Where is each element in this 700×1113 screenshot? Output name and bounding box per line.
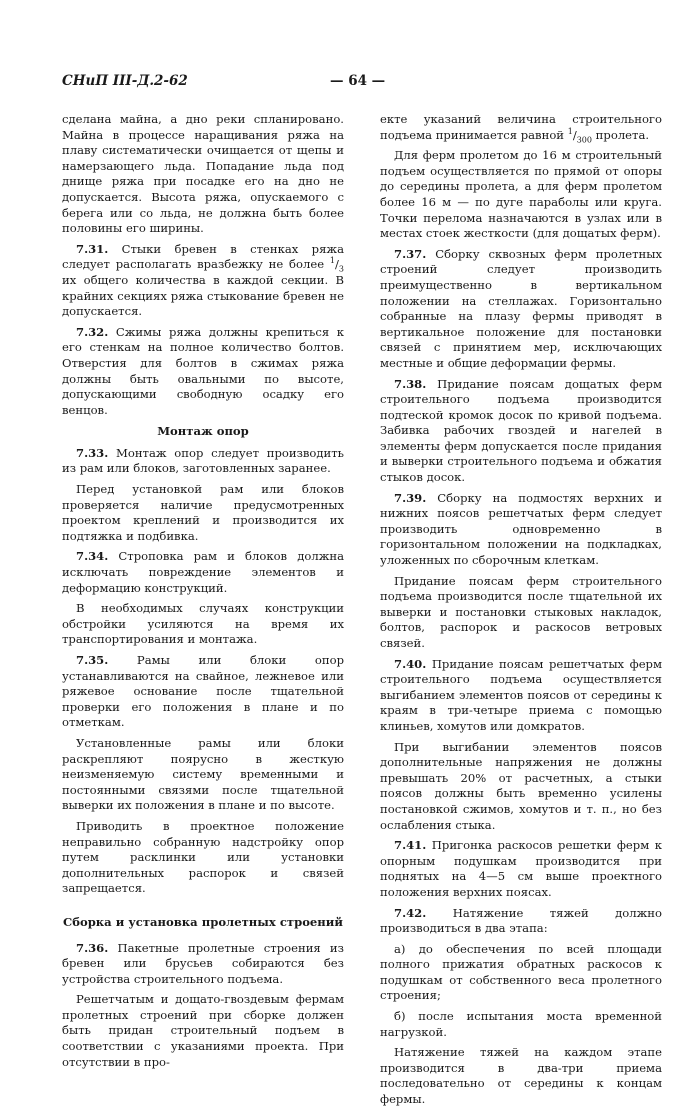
document-code: СНиП III-Д.2-62	[62, 73, 188, 89]
clause-7-35: 7.35. Рамы или блоки опор устанавливаются на свайное, лежневое или ряжевое основание после тщательной проверки его положения в плане и по отметкам.	[62, 653, 344, 730]
paragraph: Перед установкой рам или блоков проверяется наличие предусмотренных проектом креплений и производится их подтяжка и подбивка.	[62, 482, 344, 543]
clause-7-33: 7.33. Монтаж опор следует производить из рам или блоков, заготовленных заранее.	[62, 445, 344, 476]
paragraph: Установленные рамы или блоки раскрепляют поярусно в жесткую неизменяемую систему временными и постоянными связями после тщательной выверки их положения в плане и по высоте.	[62, 735, 344, 813]
left-column	[62, 112, 344, 1075]
clause-7-36: 7.36. Пакетные пролетные строения из бревен или брусьев собираются без устройства строительного подъема.	[62, 940, 344, 986]
paragraph: В необходимых случаях конструкции обстройки усиляются на время их транспортирования и монтажа.	[62, 601, 344, 647]
paragraph: Приводить в проектное положение неправильно собранную надстройку опор путем расклинки или установки дополнительных распорок и связей запрещается.	[62, 818, 344, 896]
paragraph: При выгибании элементов поясов дополнительные напряжения не должны превышать 20% от расчетных, а стыки поясов должны быть временно усилены постановкой сжимов, хомутов и т. п., но без ослабления стыка.	[380, 739, 662, 832]
paragraph: Для ферм пролетом до 16 м строительный подъем осуществляется по прямой от опоры до середины пролета, а для ферм пролетом более 16 м — по дуге параболы или круга. Точки перелома назначаются в узлах или в местах стоек жесткости (для дощатых ферм).	[380, 148, 662, 241]
clause-7-37: 7.37. Сборку сквозных ферм пролетных строений следует производить преимущественно в вертикальном положении на стеллажах. Горизонтально собранные на плазу фермы приводят в вертикальное положение для постановки связей с принятием мер, исключающих местные и общие деформации фермы.	[380, 246, 662, 370]
section-heading-spans: Сборка и установка пролетных строений	[63, 914, 343, 929]
clause-7-32: 7.32. Сжимы ряжа должны крепиться к его стенкам на полное количество болтов. Отверстия для болтов в сжимах ряжа должны быть овальными по высоте, допускающими свободную осадку его венцов.	[62, 324, 344, 417]
clause-7-34: 7.34. Строповка рам и блоков должна исключать повреждение элементов и деформацию конструкций.	[62, 549, 344, 595]
paragraph: Решетчатым и дощато-гвоздевым фермам пролетных строений при сборке должен быть придан строительный подъем в соответствии с указаниями проекта. При отсутствии в про-	[62, 992, 344, 1069]
page-number: — 64 —	[330, 73, 386, 89]
clause-7-42: 7.42. Натяжение тяжей должно производиться в два этапа:	[380, 905, 662, 936]
list-item: а) до обеспечения по всей площади полного прижатия обратных раскосов к подушкам от собственного веса пролетного строения;	[380, 941, 662, 1003]
paragraph: Натяжение тяжей на каждом этапе производится в два-три приема последовательно от середины к концам фермы.	[380, 1045, 662, 1107]
clause-7-38: 7.38. Придание поясам дощатых ферм строительного подъема производится подтеской кромок досок по кривой подъема. Забивка рабочих гвоздей и нагелей в элементы ферм допускается после придания и выверки строительного подъема и обжатия стыков досок.	[380, 376, 662, 485]
paragraph: сделана майна, а дно реки спланировано. Майна в процессе наращивания ряжа на плаву систематически очищается от щепы и намерзающего льда. Попадание льда под днище ряжа при посадке его на дно не допускается. Высота ряжа, опускаемого с берега или со льда, не должна быть более половины его ширины.	[62, 112, 344, 236]
page-header	[62, 73, 660, 93]
section-heading-supports: Монтаж опор	[157, 424, 249, 439]
list-item: б) после испытания моста временной нагрузкой.	[380, 1009, 662, 1039]
fraction-one-three-hundredth: $^1/_{300}$	[567, 126, 592, 144]
clause-7-31: 7.31. Стыки бревен в стенках ряжа следует располагать вразбежку не более $^1/_3$ их общего количества в каждой секции. В крайних секциях ряжа стыкование бревен не допускается.	[62, 241, 344, 319]
paragraph: Придание поясам ферм строительного подъема производится после тщательной их выверки и постановки стыковых накладок, болтов, распорок и раскосов ветровых связей.	[380, 573, 662, 650]
clause-7-41: 7.41. Пригонка раскосов решетки ферм к опорным подушкам производится при поднятых на 4—5 см выше проектного положения верхних поясах.	[380, 838, 662, 899]
clause-7-39: 7.39. Сборку на подмостях верхних и нижних поясов решетчатых ферм следует производить одновременно в горизонтальном положении на подкладках, уложенных по сборочным клеткам.	[380, 490, 662, 568]
clause-7-40: 7.40. Придание поясам решетчатых ферм строительного подъема осуществляется выгибанием элементов поясов от середины к краям в три-четыре приема с помощью клиньев, хомутов или домкратов.	[380, 656, 662, 733]
paragraph: екте указаний величина строительного подъема принимается равной $^1/_{300}$ пролета.	[380, 112, 662, 144]
right-column	[380, 112, 662, 1113]
fraction-one-third: $^1/_3$	[329, 256, 344, 274]
